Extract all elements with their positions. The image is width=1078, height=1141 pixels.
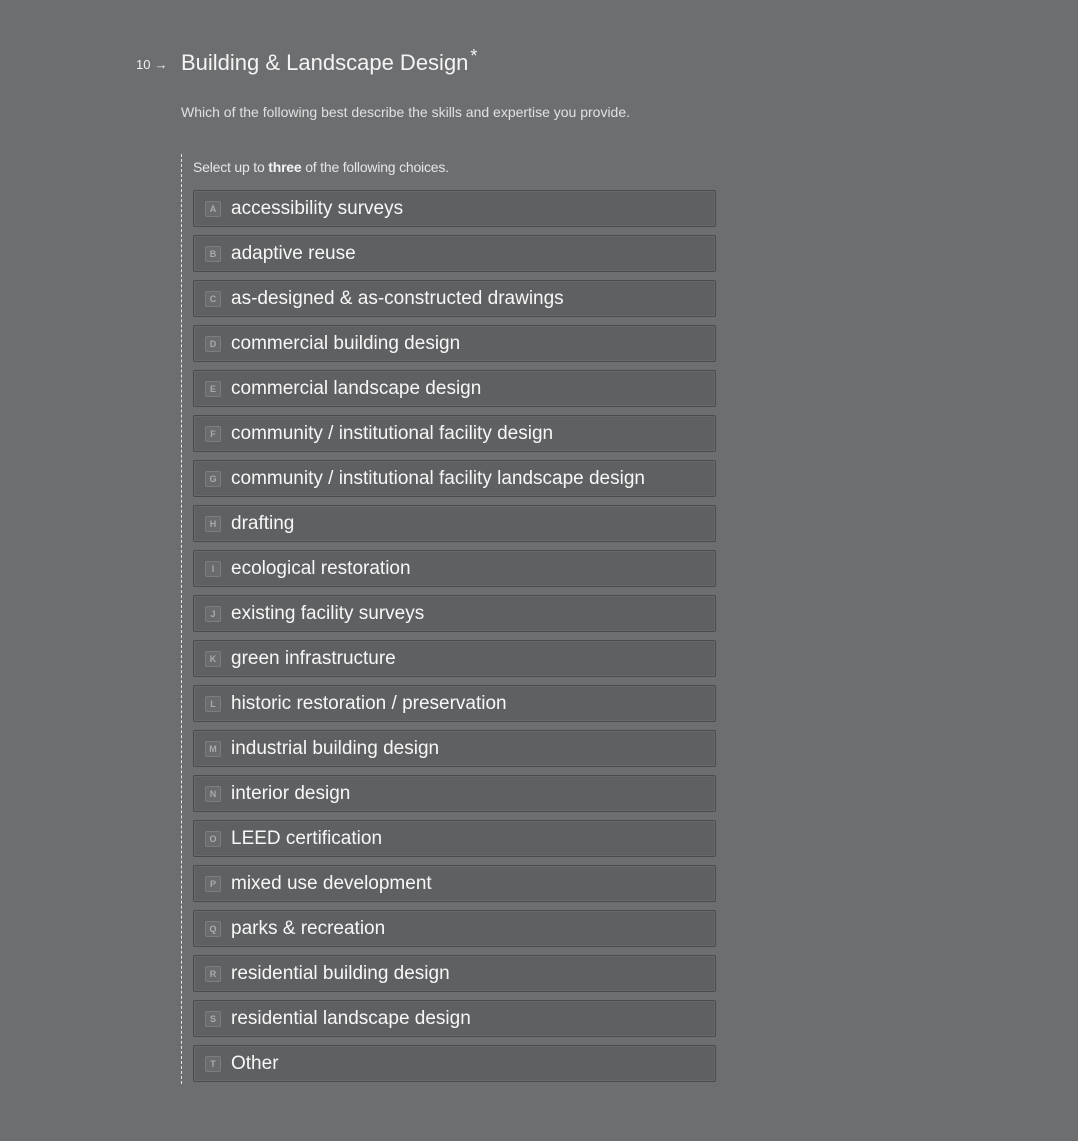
choice-label: adaptive reuse bbox=[231, 242, 356, 264]
choice-label: community / institutional facility design bbox=[231, 422, 554, 444]
choice-key-badge: N bbox=[205, 786, 221, 802]
choice-label: parks & recreation bbox=[231, 917, 386, 939]
question-title bbox=[181, 46, 478, 76]
choice-key-badge: K bbox=[205, 651, 221, 667]
choice-label: ecological restoration bbox=[231, 557, 411, 579]
question-number bbox=[136, 57, 167, 72]
choice-label: community / institutional facility landscape design bbox=[231, 467, 645, 489]
choice-option[interactable] bbox=[193, 775, 716, 812]
question-number-text: 10 bbox=[136, 57, 151, 72]
choice-key-badge: Q bbox=[205, 921, 221, 937]
choice-option[interactable] bbox=[193, 865, 716, 902]
choice-label: as-designed & as-constructed drawings bbox=[231, 287, 564, 309]
choice-key-badge: P bbox=[205, 876, 221, 892]
choice-key-badge: S bbox=[205, 1011, 221, 1027]
choice-option[interactable] bbox=[193, 280, 716, 317]
question-description: Which of the following best describe the skills and expertise you provide. bbox=[181, 104, 631, 120]
question-title-text: Building & Landscape Design bbox=[181, 50, 469, 75]
choice-label: existing facility surveys bbox=[231, 602, 425, 624]
choice-option[interactable] bbox=[193, 685, 716, 722]
choice-key-badge: E bbox=[205, 381, 221, 397]
choice-label: mixed use development bbox=[231, 872, 432, 894]
selection-instructions bbox=[193, 159, 449, 175]
choice-key-badge: L bbox=[205, 696, 221, 712]
choice-label: LEED certification bbox=[231, 827, 383, 849]
choice-label: industrial building design bbox=[231, 737, 440, 759]
choice-key-badge: M bbox=[205, 741, 221, 757]
choice-key-badge: O bbox=[205, 831, 221, 847]
choice-option[interactable] bbox=[193, 640, 716, 677]
choice-option[interactable] bbox=[193, 460, 716, 497]
choice-option[interactable] bbox=[193, 415, 716, 452]
choice-label: commercial landscape design bbox=[231, 377, 482, 399]
arrow-right-icon: → bbox=[154, 57, 168, 72]
choice-label: commercial building design bbox=[231, 332, 461, 354]
choice-option[interactable] bbox=[193, 325, 716, 362]
choice-key-badge: G bbox=[205, 471, 221, 487]
instructions-emphasis: three bbox=[268, 159, 302, 175]
choice-option[interactable] bbox=[193, 235, 716, 272]
instructions-suffix: of the following choices. bbox=[305, 159, 449, 175]
choice-label: historic restoration / preservation bbox=[231, 692, 507, 714]
choice-key-badge: H bbox=[205, 516, 221, 532]
choice-label: interior design bbox=[231, 782, 351, 804]
choice-key-badge: B bbox=[205, 246, 221, 262]
choice-label: drafting bbox=[231, 512, 295, 534]
choice-list bbox=[193, 190, 716, 1090]
choice-option[interactable] bbox=[193, 1045, 716, 1082]
choice-key-badge: T bbox=[205, 1056, 221, 1072]
choice-option[interactable] bbox=[193, 820, 716, 857]
required-asterisk: * bbox=[470, 46, 478, 66]
choice-key-badge: J bbox=[205, 606, 221, 622]
choice-option[interactable] bbox=[193, 505, 716, 542]
choice-key-badge: C bbox=[205, 291, 221, 307]
choice-label: accessibility surveys bbox=[231, 197, 404, 219]
choice-key-badge: I bbox=[205, 561, 221, 577]
instructions-prefix: Select up to bbox=[193, 159, 265, 175]
choice-label: Other bbox=[231, 1052, 279, 1074]
choice-label: green infrastructure bbox=[231, 647, 396, 669]
choice-option[interactable] bbox=[193, 550, 716, 587]
choice-key-badge: F bbox=[205, 426, 221, 442]
choice-key-badge: D bbox=[205, 336, 221, 352]
choice-option[interactable] bbox=[193, 910, 716, 947]
choice-label: residential landscape design bbox=[231, 1007, 471, 1029]
choice-option[interactable] bbox=[193, 370, 716, 407]
choice-key-badge: A bbox=[205, 201, 221, 217]
choice-option[interactable] bbox=[193, 190, 716, 227]
choice-option[interactable] bbox=[193, 595, 716, 632]
choices-area bbox=[181, 154, 722, 1084]
choice-label: residential building design bbox=[231, 962, 450, 984]
choice-option[interactable] bbox=[193, 955, 716, 992]
choice-option[interactable] bbox=[193, 1000, 716, 1037]
choice-key-badge: R bbox=[205, 966, 221, 982]
choice-option[interactable] bbox=[193, 730, 716, 767]
